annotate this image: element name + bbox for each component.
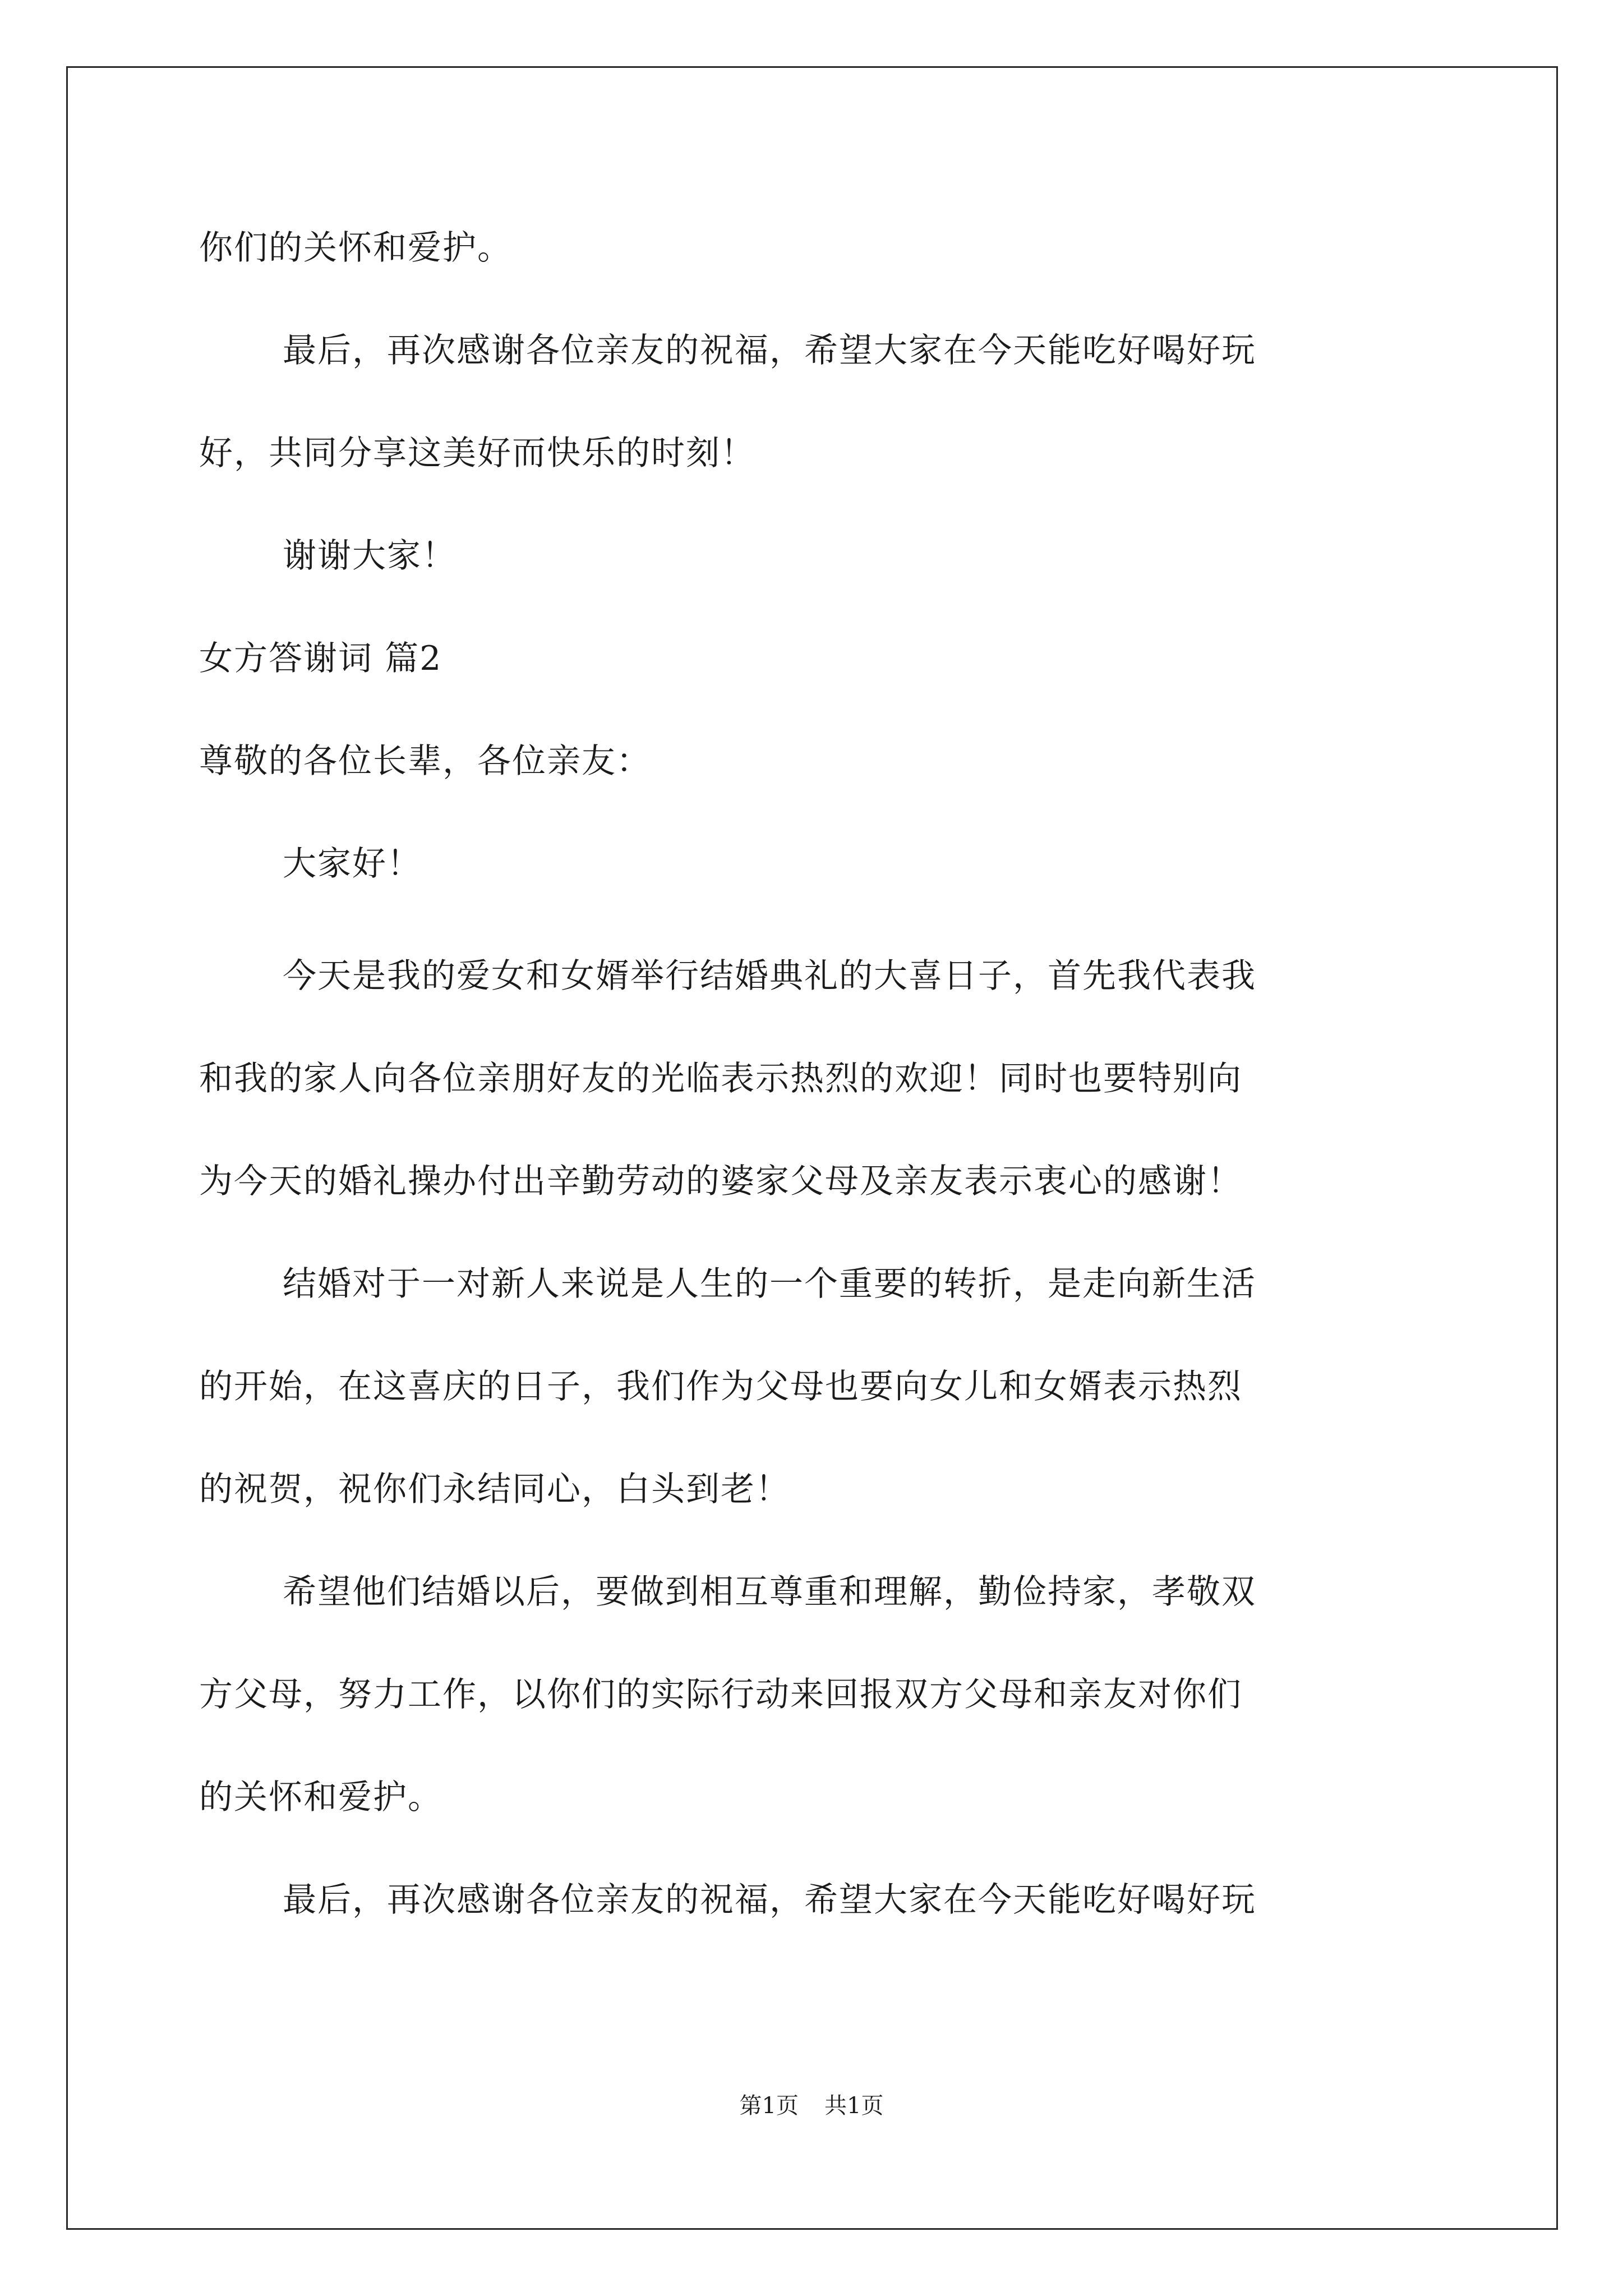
paragraph-line: 的开始，在这喜庆的日子，我们作为父母也要向女儿和女婿表示热烈: [199, 1367, 1242, 1406]
page-number: 第1页: [739, 2093, 799, 2119]
page-total: 共1页: [824, 2093, 884, 2119]
section-title: 女方答谢词 篇2: [199, 639, 442, 678]
paragraph-line: 最后，再次感谢各位亲友的祝福，希望大家在今天能吃好喝好玩: [283, 1880, 1256, 1920]
paragraph-line: 今天是我的爱女和女婿举行结婚典礼的大喜日子，首先我代表我: [283, 956, 1256, 996]
paragraph-line: 的关怀和爱护。: [199, 1778, 442, 1817]
paragraph-line: 希望他们结婚以后，要做到相互尊重和理解，勤俭持家，孝敬双: [283, 1572, 1256, 1612]
paragraph-line: 方父母，努力工作，以你们的实际行动来回报双方父母和亲友对你们: [199, 1675, 1242, 1714]
greeting: 大家好！: [283, 844, 422, 884]
paragraph-line: 的祝贺，祝你们永结同心，白头到老！: [199, 1470, 790, 1509]
paragraph-line: 结婚对于一对新人来说是人生的一个重要的转折，是走向新生活: [283, 1264, 1256, 1304]
paragraph-line: 为今天的婚礼操办付出辛勤劳动的婆家父母及亲友表示衷心的感谢！: [199, 1162, 1242, 1201]
page-footer: [0, 2090, 1623, 2122]
paragraph-line: 好，共同分享这美好而快乐的时刻！: [199, 434, 755, 473]
paragraph-line: 你们的关怀和爱护。: [199, 228, 512, 268]
paragraph-line: 最后，再次感谢各位亲友的祝福，希望大家在今天能吃好喝好玩: [283, 331, 1256, 370]
paragraph-line: 和我的家人向各位亲朋好友的光临表示热烈的欢迎！同时也要特别向: [199, 1059, 1242, 1098]
salutation: 尊敬的各位长辈，各位亲友：: [199, 742, 651, 781]
paragraph-line: 谢谢大家！: [283, 536, 457, 576]
